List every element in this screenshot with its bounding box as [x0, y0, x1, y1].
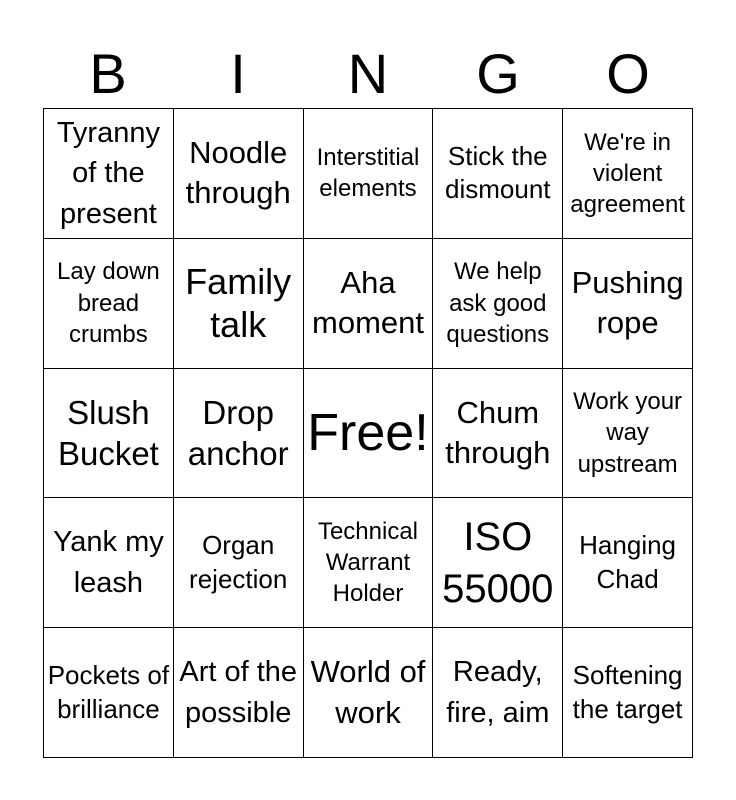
bingo-cell[interactable] — [174, 109, 304, 239]
cell-label: World of work — [310, 654, 426, 730]
bingo-cell[interactable] — [563, 239, 693, 369]
bingo-cell[interactable] — [563, 109, 693, 239]
cell-label: Noodle through — [185, 135, 291, 211]
bingo-cell[interactable] — [44, 369, 174, 499]
bingo-cell[interactable] — [563, 369, 693, 499]
bingo-cell[interactable] — [174, 369, 304, 499]
bingo-cell[interactable] — [433, 109, 563, 239]
bingo-board — [43, 108, 693, 758]
header-letter-i: I — [230, 42, 246, 105]
bingo-free-cell[interactable] — [304, 369, 434, 499]
bingo-cell[interactable] — [44, 239, 174, 369]
bingo-cell[interactable] — [304, 628, 434, 758]
cell-label: Work your way upstream — [573, 388, 683, 478]
cell-label: Lay down bread crumbs — [57, 258, 160, 348]
cell-label: Aha moment — [312, 264, 424, 341]
cell-label: Stick the dismount — [445, 140, 551, 205]
header-letter-o: O — [606, 42, 650, 105]
cell-label: Slush Bucket — [57, 393, 159, 472]
cell-label: Tyranny of the present — [56, 116, 160, 230]
bingo-cell[interactable] — [304, 109, 434, 239]
cell-label: Pockets of brilliance — [47, 659, 170, 724]
cell-label: Chum through — [445, 394, 551, 470]
bingo-cell[interactable] — [433, 628, 563, 758]
cell-label: ISO 55000 — [442, 514, 554, 611]
cell-label: We're in violent agreement — [570, 128, 685, 218]
bingo-cell[interactable] — [44, 109, 174, 239]
cell-label: We help ask good questions — [446, 258, 550, 348]
cell-label: Family talk — [185, 261, 292, 346]
bingo-cell[interactable] — [563, 628, 693, 758]
cell-label: Interstitial elements — [316, 144, 420, 203]
bingo-cell[interactable] — [44, 628, 174, 758]
cell-label: Softening the target — [572, 659, 683, 724]
bingo-header — [43, 40, 693, 108]
cell-label: Technical Warrant Holder — [317, 518, 419, 608]
bingo-cell[interactable] — [563, 498, 693, 628]
header-letter-b: B — [89, 42, 127, 105]
bingo-cell[interactable] — [174, 628, 304, 758]
cell-label: Organ rejection — [189, 529, 288, 594]
header-letter-n: N — [347, 42, 389, 105]
bingo-cell[interactable] — [433, 239, 563, 369]
cell-label: Hanging Chad — [579, 529, 677, 594]
bingo-cell[interactable] — [304, 239, 434, 369]
bingo-cell[interactable] — [174, 239, 304, 369]
cell-label: Art of the possible — [179, 656, 298, 729]
bingo-cell[interactable] — [304, 498, 434, 628]
bingo-cell[interactable] — [433, 369, 563, 499]
free-space-label: Free! — [307, 403, 429, 462]
bingo-cell[interactable] — [433, 498, 563, 628]
cell-label: Drop anchor — [187, 393, 289, 472]
header-letter-g: G — [476, 42, 520, 105]
cell-label: Pushing rope — [571, 264, 684, 341]
cell-label: Ready, fire, aim — [446, 656, 550, 729]
bingo-cell[interactable] — [174, 498, 304, 628]
cell-label: Yank my leash — [53, 526, 164, 599]
bingo-cell[interactable] — [44, 498, 174, 628]
